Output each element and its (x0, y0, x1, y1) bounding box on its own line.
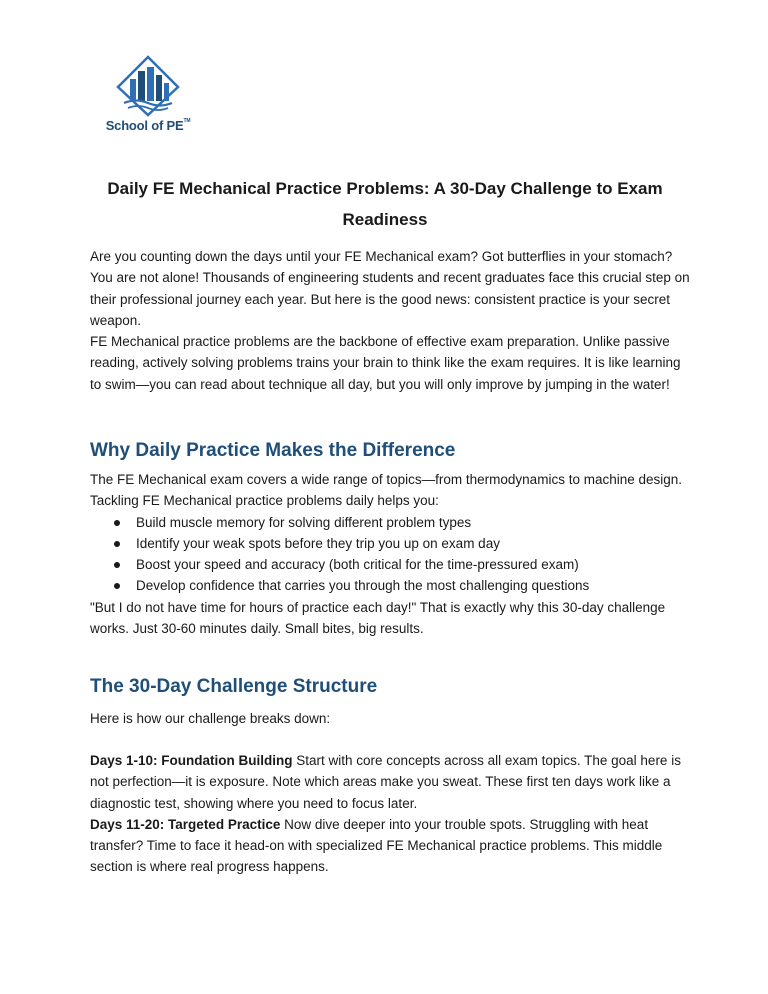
phase-text: Now dive deeper into your trouble spots. Struggling with heat transfer? Time to face it head-on with specialized FE Mechanical practice problems. This middle section is where real progress happens. (90, 816, 663, 875)
list-item: Boost your speed and accuracy (both critical for the time-pressured exam) (90, 554, 690, 575)
section-heading-challenge-structure: The 30-Day Challenge Structure (90, 676, 378, 697)
why-daily-section (90, 469, 690, 639)
phase-days-11-20 (90, 814, 690, 878)
why-daily-intro: The FE Mechanical exam covers a wide range of topics—from thermodynamics to machine design. Tackling FE Mechanical practice problems daily helps you: (90, 472, 683, 509)
section-heading-why-daily: Why Daily Practice Makes the Difference (90, 440, 456, 461)
phase-days-1-10 (90, 750, 690, 814)
phase-label: Days 11-20: Targeted Practice (90, 816, 281, 832)
list-item: Build muscle memory for solving different problem types (90, 512, 690, 533)
benefits-list (90, 512, 690, 597)
page-title: Daily FE Mechanical Practice Problems: A 30-Day Challenge to Exam Readiness (107, 179, 663, 229)
why-daily-outro: "But I do not have time for hours of practice each day!" That is exactly why this 30-day challenge works. Just 30-60 minutes daily. Small bites, big results. (90, 599, 666, 637)
phase-label: Days 1-10: Foundation Building (90, 753, 293, 768)
intro-section (90, 246, 690, 395)
challenge-structure-intro: Here is how our challenge breaks down: (90, 711, 331, 726)
logo-emblem-icon (100, 55, 196, 117)
intro-paragraph-1: Are you counting down the days until your FE Mechanical exam? Got butterflies in your stomach? You are not alone! Thousands of engineering students and recent graduates face this crucial step on their professional journey each year. But here is the good news: consistent practice is your secret weapon. (90, 249, 690, 328)
list-item: Identify your weak spots before they trip you up on exam day (90, 533, 690, 554)
challenge-phases (90, 750, 690, 878)
logo-wordmark: School of PE™ (105, 118, 191, 133)
school-of-pe-logo (100, 55, 196, 143)
intro-paragraph-2: FE Mechanical practice problems are the backbone of effective exam preparation. Unlike passive reading, actively solving problems trains your brain to think like the exam requires. It is like learning to swim—you can read about technique all day, but you will only improve by jumping in the water! (90, 334, 681, 392)
phase-text: Start with core concepts across all exam topics. The goal here is not perfection—it is exposure. Note which areas make you sweat. These first ten days work like a diagnostic test, showing where you need to focus later. (90, 753, 681, 811)
list-item: Develop confidence that carries you through the most challenging questions (90, 575, 690, 596)
